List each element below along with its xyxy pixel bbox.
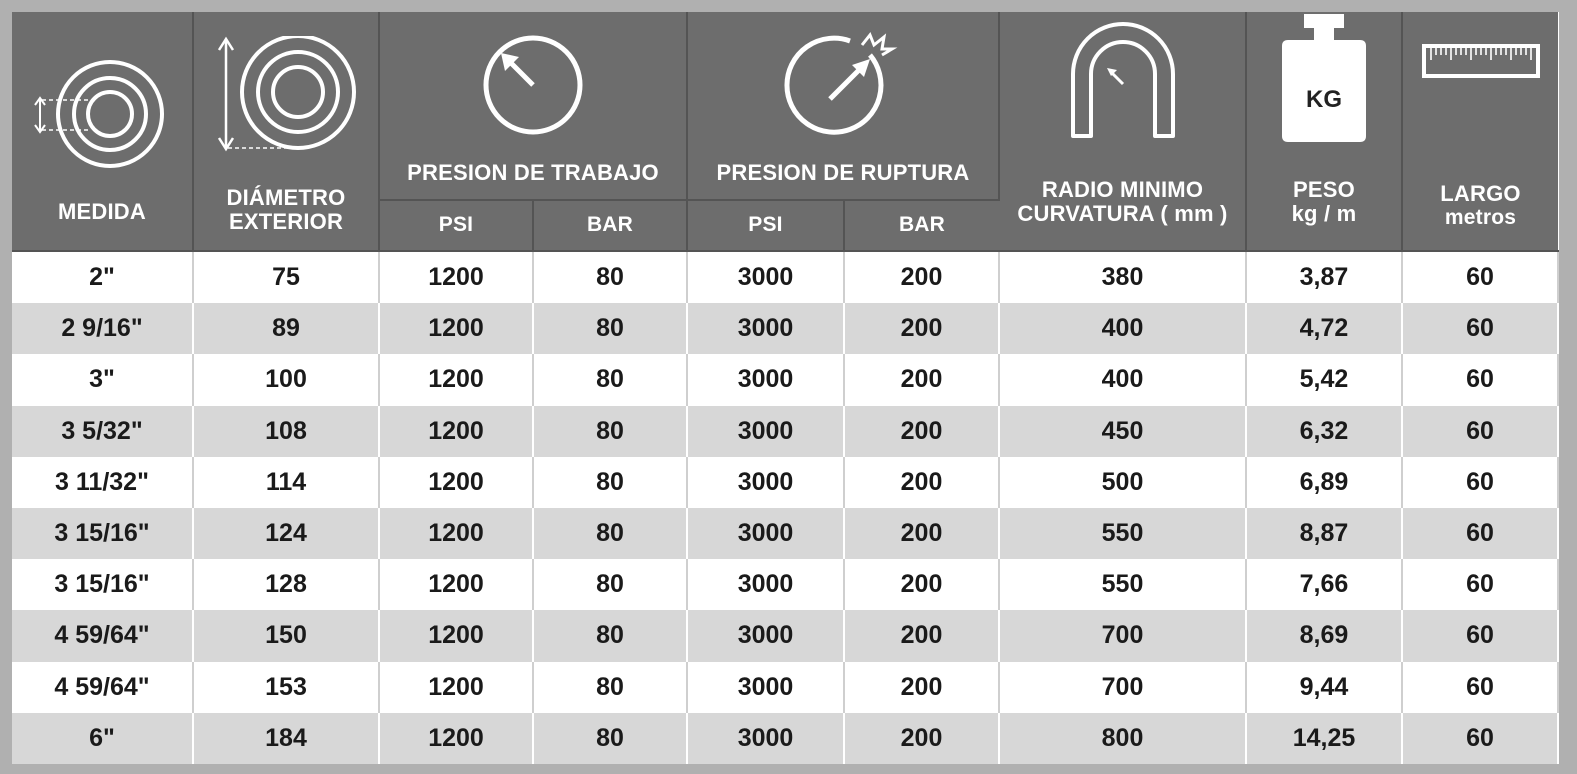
pressure-gauge-icon (473, 29, 593, 139)
cell-ruptura-bar: 200 (844, 406, 999, 457)
header-radio-line1: RADIO MINIMO (1041, 177, 1204, 202)
cell-largo: 60 (1402, 508, 1558, 559)
cell-peso: 5,42 (1246, 354, 1402, 405)
cell-medida: 4 59/64" (12, 610, 193, 661)
header-trabajo-psi: PSI (379, 200, 533, 251)
cell-radio: 700 (999, 610, 1246, 661)
cell-peso: 6,32 (1246, 406, 1402, 457)
cell-largo: 60 (1402, 251, 1558, 303)
cell-peso: 7,66 (1246, 559, 1402, 610)
cell-trabajo-psi: 1200 (379, 457, 533, 508)
cell-ruptura-psi: 3000 (687, 662, 844, 713)
cell-trabajo-psi: 1200 (379, 713, 533, 764)
cell-trabajo-bar: 80 (533, 354, 687, 405)
table-row (12, 457, 1558, 508)
cell-ruptura-psi: 3000 (687, 508, 844, 559)
header-largo-line1: LARGO (1440, 181, 1521, 206)
cell-largo: 60 (1402, 610, 1558, 661)
cell-largo: 60 (1402, 406, 1558, 457)
cell-ruptura-psi: 3000 (687, 354, 844, 405)
table-row (12, 303, 1558, 354)
header-medida (12, 12, 193, 251)
cell-medida: 6" (12, 713, 193, 764)
cell-diametro: 114 (193, 457, 379, 508)
cell-largo: 60 (1402, 457, 1558, 508)
cell-ruptura-psi: 3000 (687, 713, 844, 764)
hose-size-rings-icon (22, 56, 182, 176)
cell-ruptura-bar: 200 (844, 559, 999, 610)
cell-radio: 400 (999, 354, 1246, 405)
cell-radio: 550 (999, 508, 1246, 559)
cell-trabajo-bar: 80 (533, 559, 687, 610)
cell-trabajo-bar: 80 (533, 508, 687, 559)
header-ruptura-psi: PSI (687, 200, 844, 251)
cell-radio: 380 (999, 251, 1246, 303)
cell-peso: 8,87 (1246, 508, 1402, 559)
cell-peso: 14,25 (1246, 713, 1402, 764)
cell-ruptura-bar: 200 (844, 251, 999, 303)
header-peso-line2: kg / m (1291, 201, 1357, 226)
table-row (12, 251, 1558, 303)
cell-diametro: 150 (193, 610, 379, 661)
cell-trabajo-bar: 80 (533, 713, 687, 764)
header-diametro-line2: EXTERIOR (228, 209, 344, 234)
cell-medida: 3 15/16" (12, 559, 193, 610)
cell-diametro: 184 (193, 713, 379, 764)
cell-ruptura-bar: 200 (844, 457, 999, 508)
table-row (12, 713, 1558, 764)
hose-spec-table (12, 12, 1559, 764)
cell-medida: 3 11/32" (12, 457, 193, 508)
header-radio (999, 12, 1246, 251)
cell-ruptura-bar: 200 (844, 508, 999, 559)
cell-ruptura-bar: 200 (844, 354, 999, 405)
table-row (12, 610, 1558, 661)
cell-radio: 400 (999, 303, 1246, 354)
cell-diametro: 124 (193, 508, 379, 559)
cell-trabajo-bar: 80 (533, 457, 687, 508)
cell-diametro: 153 (193, 662, 379, 713)
cell-ruptura-bar: 200 (844, 303, 999, 354)
cell-peso: 9,44 (1246, 662, 1402, 713)
cell-trabajo-bar: 80 (533, 303, 687, 354)
bend-radius-icon (1063, 18, 1183, 138)
cell-ruptura-psi: 3000 (687, 559, 844, 610)
cell-ruptura-bar: 200 (844, 610, 999, 661)
header-radio-line2: CURVATURA ( mm ) (1017, 201, 1228, 226)
ruler-icon (1421, 40, 1541, 84)
cell-diametro: 75 (193, 251, 379, 303)
spec-table-body (12, 251, 1558, 764)
cell-peso: 3,87 (1246, 251, 1402, 303)
cell-ruptura-psi: 3000 (687, 303, 844, 354)
cell-medida: 3 5/32" (12, 406, 193, 457)
cell-peso: 6,89 (1246, 457, 1402, 508)
cell-radio: 500 (999, 457, 1246, 508)
cell-largo: 60 (1402, 662, 1558, 713)
header-trabajo-bar: BAR (533, 200, 687, 251)
cell-medida: 2 9/16" (12, 303, 193, 354)
cell-medida: 3 15/16" (12, 508, 193, 559)
cell-radio: 450 (999, 406, 1246, 457)
cell-ruptura-bar: 200 (844, 713, 999, 764)
cell-trabajo-psi: 1200 (379, 251, 533, 303)
cell-ruptura-bar: 200 (844, 662, 999, 713)
weight-kg-icon (1274, 12, 1374, 152)
header-medida-label: MEDIDA (58, 199, 146, 224)
cell-peso: 8,69 (1246, 610, 1402, 661)
header-peso (1246, 12, 1402, 251)
cell-radio: 550 (999, 559, 1246, 610)
cell-ruptura-psi: 3000 (687, 457, 844, 508)
cell-trabajo-psi: 1200 (379, 406, 533, 457)
cell-radio: 800 (999, 713, 1246, 764)
header-largo-line2: metros (1444, 206, 1517, 229)
cell-peso: 4,72 (1246, 303, 1402, 354)
cell-largo: 60 (1402, 354, 1558, 405)
table-row (12, 406, 1558, 457)
cell-diametro: 128 (193, 559, 379, 610)
cell-trabajo-bar: 80 (533, 251, 687, 303)
header-peso-line1: PESO (1293, 177, 1355, 202)
header-presion-ruptura (687, 12, 999, 200)
header-presion-trabajo (379, 12, 687, 200)
header-presion-trabajo-label: PRESION DE TRABAJO (407, 159, 659, 185)
cell-ruptura-psi: 3000 (687, 610, 844, 661)
cell-diametro: 108 (193, 406, 379, 457)
cell-trabajo-psi: 1200 (379, 508, 533, 559)
cell-largo: 60 (1402, 713, 1558, 764)
header-diametro (193, 12, 379, 251)
outer-diameter-rings-icon (206, 36, 366, 156)
header-diametro-line1: DIÁMETRO (226, 185, 346, 210)
table-row (12, 559, 1558, 610)
header-largo (1402, 12, 1558, 251)
header-ruptura-bar: BAR (844, 200, 999, 251)
cell-radio: 700 (999, 662, 1246, 713)
cell-trabajo-bar: 80 (533, 662, 687, 713)
cell-ruptura-psi: 3000 (687, 251, 844, 303)
burst-pressure-gauge-icon (778, 29, 908, 139)
cell-medida: 4 59/64" (12, 662, 193, 713)
cell-trabajo-bar: 80 (533, 610, 687, 661)
cell-trabajo-psi: 1200 (379, 610, 533, 661)
header-presion-ruptura-label: PRESION DE RUPTURA (716, 159, 970, 185)
cell-trabajo-psi: 1200 (379, 354, 533, 405)
cell-diametro: 100 (193, 354, 379, 405)
cell-diametro: 89 (193, 303, 379, 354)
table-row (12, 354, 1558, 405)
weight-icon-text: KG (1306, 86, 1342, 113)
cell-medida: 2" (12, 251, 193, 303)
cell-trabajo-bar: 80 (533, 406, 687, 457)
cell-trabajo-psi: 1200 (379, 559, 533, 610)
cell-largo: 60 (1402, 303, 1558, 354)
cell-medida: 3" (12, 354, 193, 405)
table-row (12, 662, 1558, 713)
cell-trabajo-psi: 1200 (379, 303, 533, 354)
cell-trabajo-psi: 1200 (379, 662, 533, 713)
cell-largo: 60 (1402, 559, 1558, 610)
table-row (12, 508, 1558, 559)
cell-ruptura-psi: 3000 (687, 406, 844, 457)
